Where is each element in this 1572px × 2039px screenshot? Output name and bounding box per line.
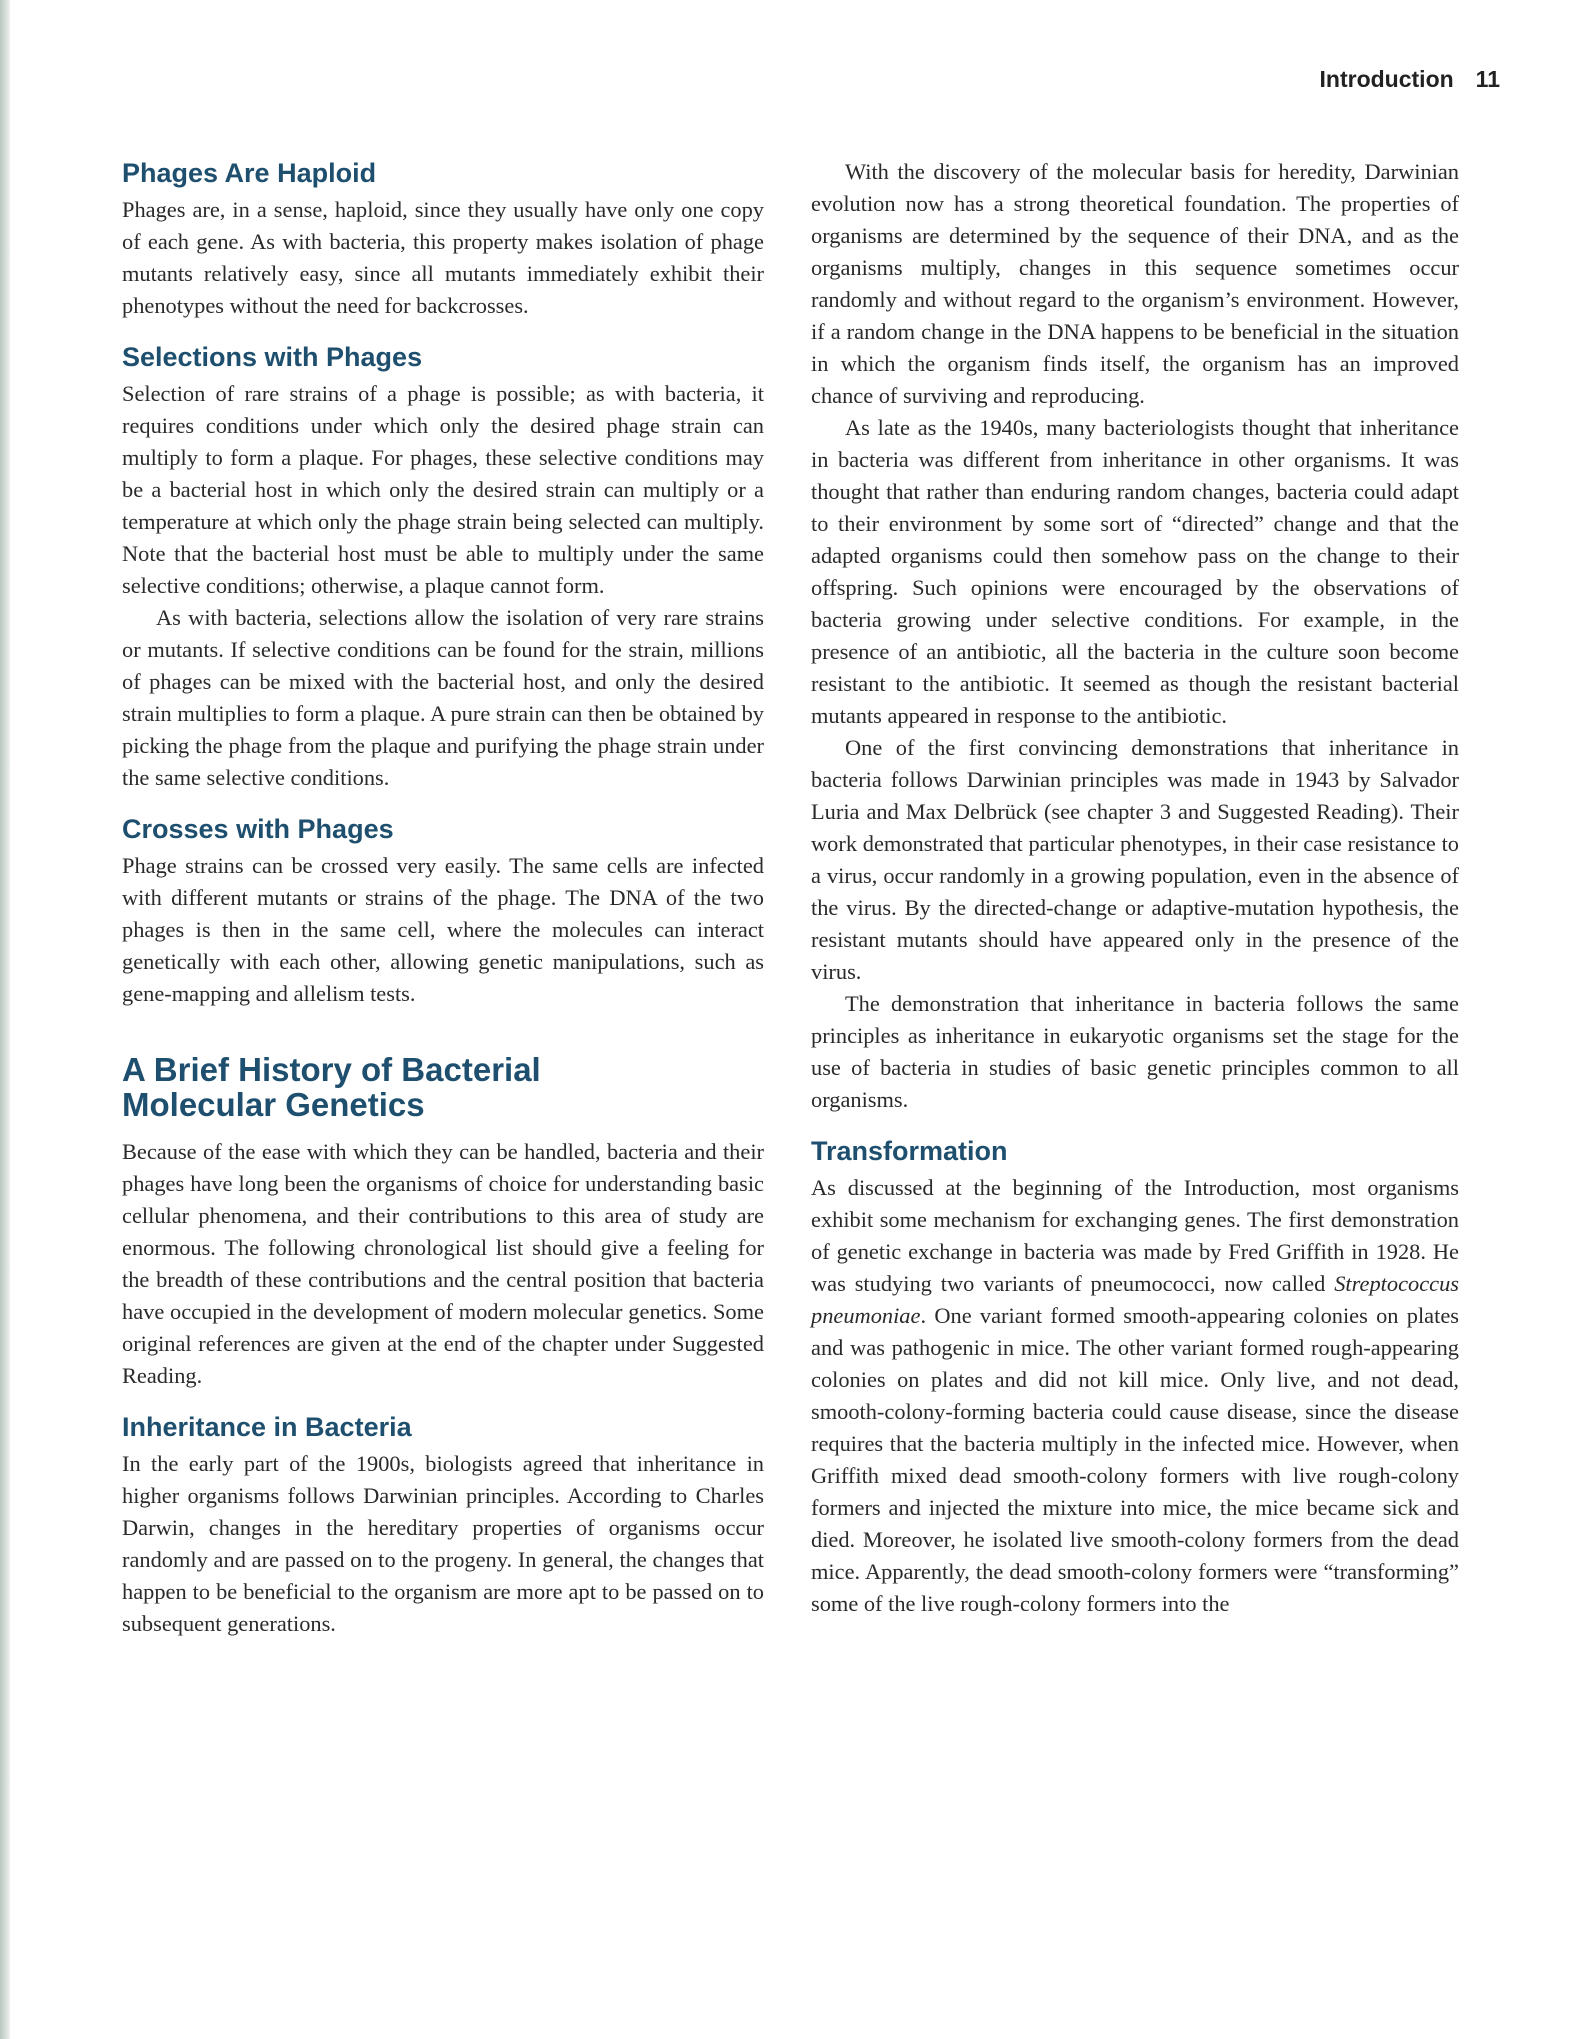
- paragraph: As late as the 1940s, many bacteriologists thought that inheritance in bacteria was different from inheritance in other organisms. It was thought that rather than enduring random changes, bacteria could adapt to their environment by some sort of “directed” change and that the adapted organisms could then somehow pass on the change to their offspring. Such opinions were encouraged by the observations of bacteria growing under selective conditions. For example, in the presence of an antibiotic, all the bacteria in the culture soon become resistant to the antibiotic. It seemed as though the resistant bacterial mutants appeared in response to the antibiotic.: [811, 415, 1459, 728]
- paragraph: As with bacteria, selections allow the isolation of very rare strains or mutants. If selective conditions can be found for the strain, millions of phages can be mixed with the bacterial host, and only the desired strain multiplies to form a plaque. A pure strain can then be obtained by picking the phage from the plaque and purifying the phage strain under the same selective conditions.: [122, 605, 764, 790]
- paragraph-transformation: [811, 1172, 1459, 1620]
- running-head-section: Introduction: [1319, 66, 1454, 92]
- paragraph: With the discovery of the molecular basis for heredity, Darwinian evolution now has a strong theoretical foundation. The properties of organisms are determined by the sequence of their DNA, and as the organisms multiply, changes in this sequence sometimes occur randomly and without regard to the organism’s environment. However, if a random change in the DNA happens to be beneficial in the situation in which the organism finds itself, the organism has an improved chance of surviving and reproducing.: [811, 159, 1459, 408]
- page-spine-edge: [0, 0, 10, 2039]
- species-name: Streptococcus pneumoniae: [811, 1271, 1459, 1328]
- heading-selections-with-phages: Selections with Phages: [122, 342, 423, 372]
- running-head: [1320, 66, 1500, 93]
- text-run: As discussed at the beginning of the Introduction, most organisms exhibit some mechanism for exchanging genes. The first demonstration of genetic exchange in bacteria was made by Fred Griffith in 1928. He was studying two variants of pneumococci, now called: [811, 1175, 1459, 1296]
- left-column: [122, 156, 764, 1640]
- paragraph: Phage strains can be crossed very easily. The same cells are infected with different mutants or strains of the phage. The DNA of the two phages is then in the same cell, where the molecules can interact genetically with each other, allowing genetic manipulations, such as gene-mapping and allelism tests.: [122, 853, 764, 1006]
- heading-crosses-with-phages: Crosses with Phages: [122, 814, 394, 844]
- paragraph: The demonstration that inheritance in bacteria follows the same principles as inheritance in eukaryotic organisms set the stage for the use of bacteria in studies of basic genetic principles common to all organisms.: [811, 991, 1459, 1112]
- text-run: . One variant formed smooth-appearing colonies on plates and was pathogenic in mice. The other variant formed rough-appearing colonies on plates and did not kill mice. Only live, and not dead, smooth-colony-forming bacteria could cause disease, since the disease requires that the bacteria multiply in the infected mice. However, when Griffith mixed dead smooth-colony formers with live rough-colony formers and injected the mixture into mice, the mice became sick and died. Moreover, he isolated live smooth-colony formers from the dead mice. Apparently, the dead smooth-colony formers were “transforming” some of the live rough-colony formers into the: [811, 1303, 1459, 1616]
- right-column: [811, 156, 1459, 1620]
- paragraph: In the early part of the 1900s, biologists agreed that inheritance in higher organisms follows Darwinian principles. According to Charles Darwin, changes in the hereditary properties of organisms occur randomly and are passed on to the progeny. In general, the changes that happen to be beneficial to the organism are more apt to be passed on to subsequent generations.: [122, 1451, 764, 1636]
- heading-brief-history-line2: Molecular Genetics: [122, 1086, 425, 1123]
- heading-inheritance-in-bacteria: Inheritance in Bacteria: [122, 1412, 412, 1442]
- heading-brief-history-line1: A Brief History of Bacterial: [122, 1051, 541, 1088]
- heading-brief-history: [122, 1052, 764, 1122]
- paragraph: Selection of rare strains of a phage is possible; as with bacteria, it requires conditions under which only the desired phage strain can multiply to form a plaque. For phages, these selective conditions may be a bacterial host in which only the desired strain can multiply or a temperature at which only the phage strain being selected can multiply. Note that the bacterial host must be able to multiply under the same selective conditions; otherwise, a plaque cannot form.: [122, 381, 764, 598]
- paragraph: Phages are, in a sense, haploid, since they usually have only one copy of each gene. As with bacteria, this property makes isolation of phage mutants relatively easy, since all mutants immediately exhibit their phenotypes without the need for backcrosses.: [122, 197, 764, 318]
- paragraph: One of the first convincing demonstrations that inheritance in bacteria follows Darwinian principles was made in 1943 by Salvador Luria and Max Delbrück (see chapter 3 and Suggested Reading). Their work demonstrated that particular phenotypes, in their case resistance to a virus, occur randomly in a growing population, even in the absence of the virus. By the directed-change or adaptive-mutation hypothesis, the resistant mutants should have appeared only in the presence of the virus.: [811, 735, 1459, 984]
- paragraph: Because of the ease with which they can be handled, bacteria and their phages have long been the organisms of choice for understanding basic cellular phenomena, and their contributions to this area of study are enormous. The following chronological list should give a feeling for the breadth of these contributions and the central position that bacteria have occupied in the development of modern molecular genetics. Some original references are given at the end of the chapter under Suggested Reading.: [122, 1139, 764, 1388]
- page-number: 11: [1475, 66, 1500, 92]
- heading-transformation: Transformation: [811, 1136, 1008, 1166]
- heading-phages-haploid: Phages Are Haploid: [122, 158, 377, 188]
